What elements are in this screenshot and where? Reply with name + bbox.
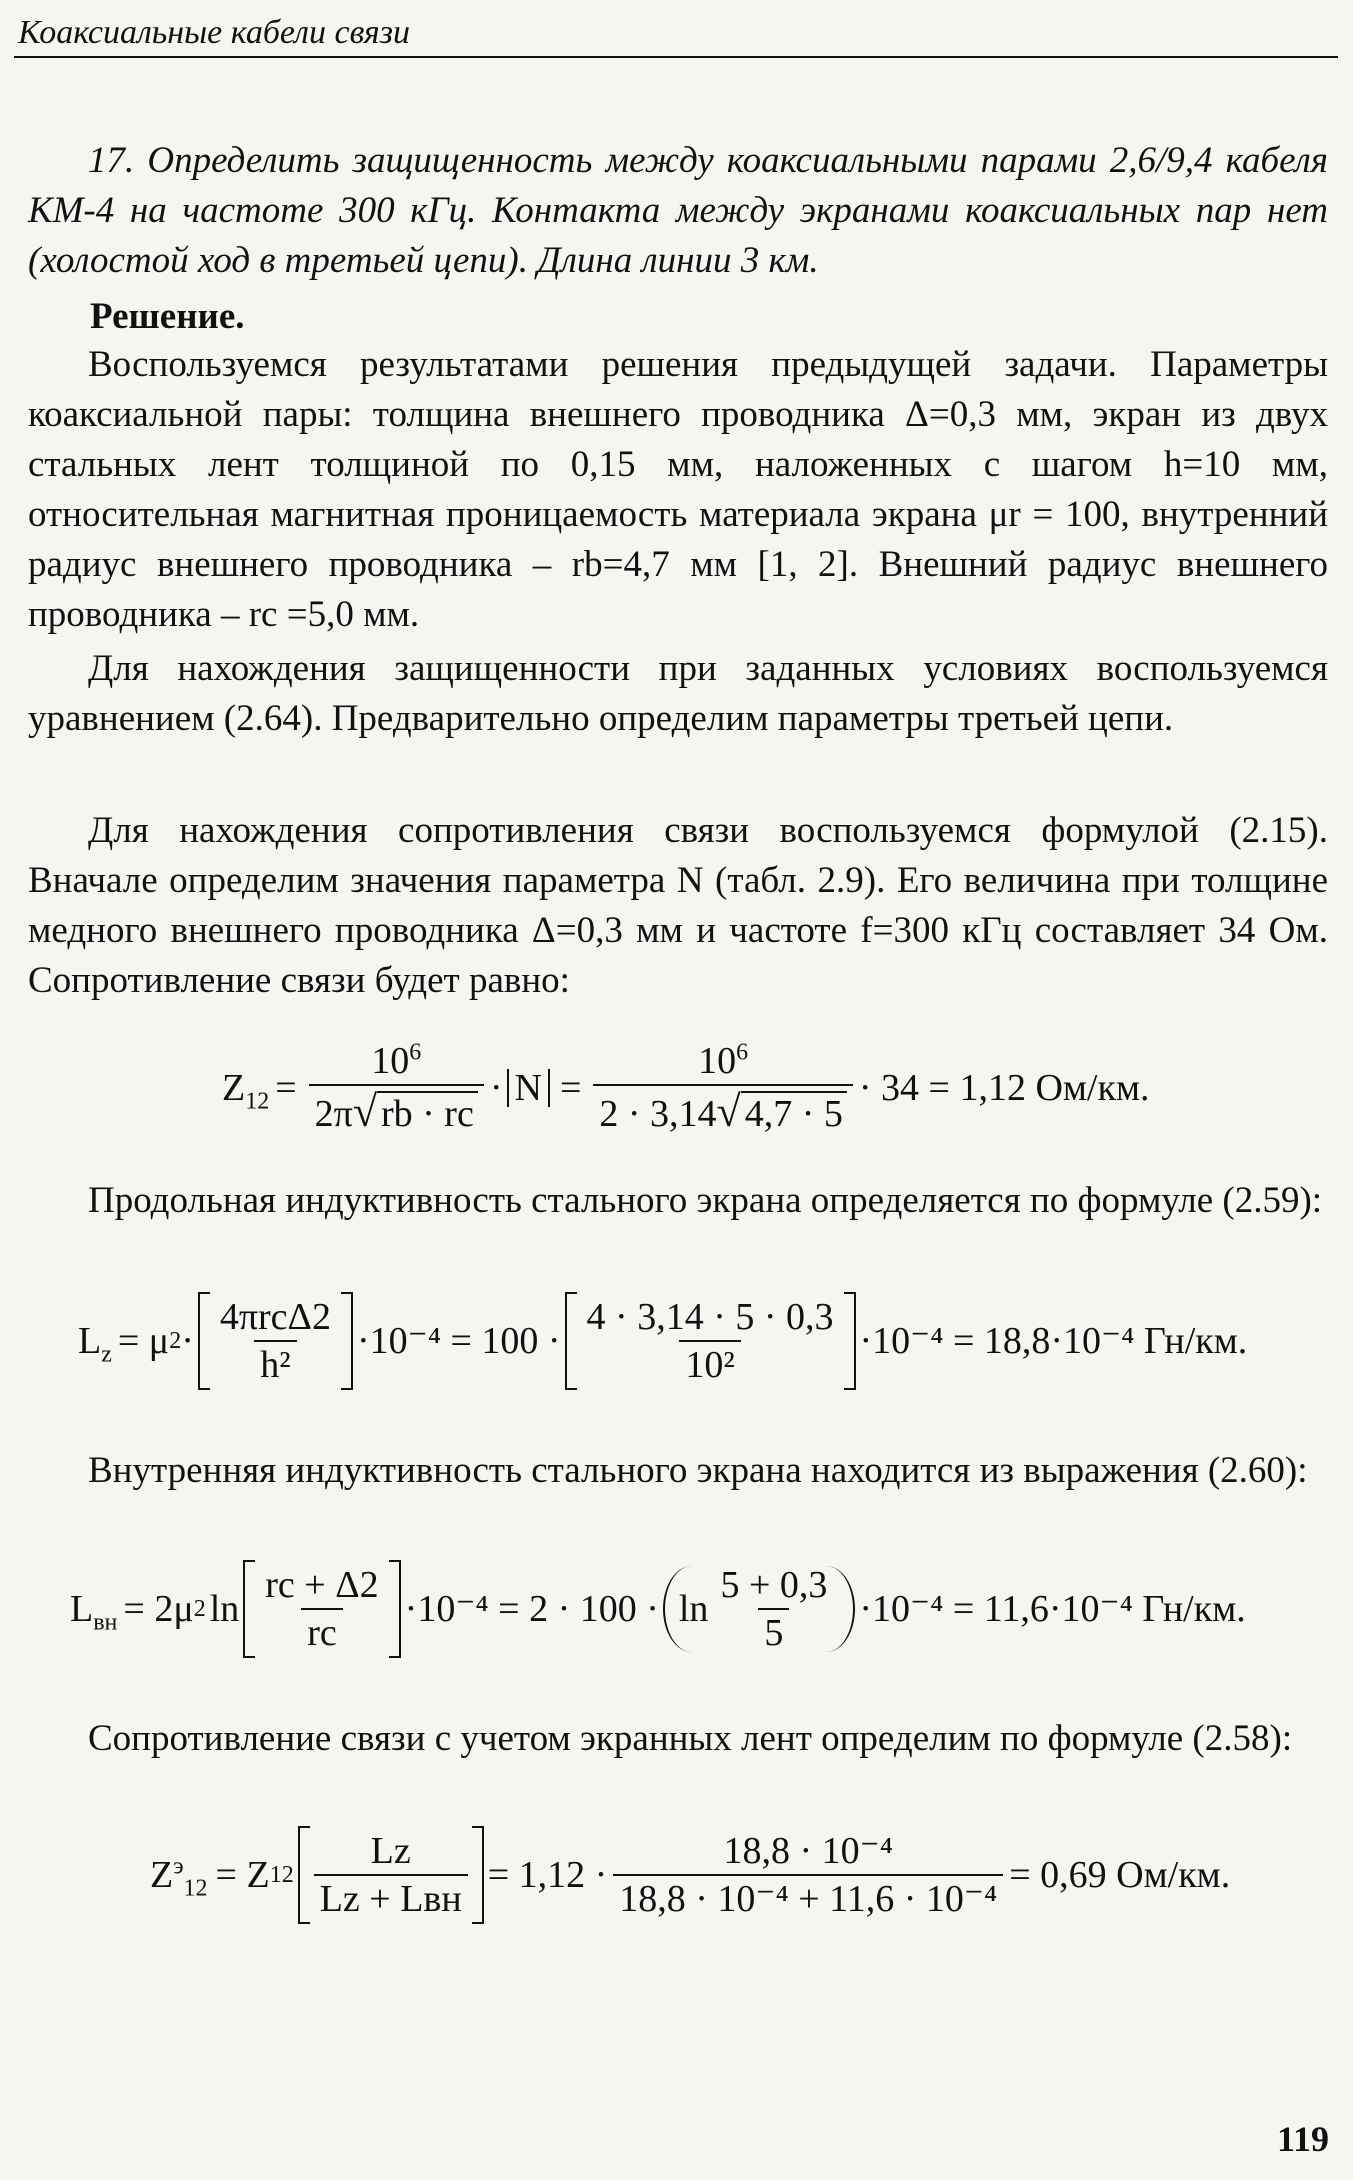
f2-bracket-2: $\frac{4 \cdot 3,14 \cdot 5 \cdot 0,3}{\text{10²}}$ <box>565 1292 856 1390</box>
formula-z12: $Z_{12}$ = $\frac{10^6}{2\pi√ rb \cdot rc}$ · N = $\frac{10^6}{2 \cdot 3,14√ 4,7 \cdot 5}$ · 34 = 1,12 Ом/км. <box>222 1039 1150 1136</box>
f4-bracket: $\frac{Lz}{\text{Lz + Lвн}}$ <box>298 1826 484 1924</box>
running-head: Коаксиальные кабели связи <box>18 14 410 51</box>
paragraph-longitudinal-inductance: Продольная индуктивность стального экрана определяется по формуле (2.59): <box>88 1180 1323 1221</box>
header-rule <box>14 56 1338 58</box>
page-number: 119 <box>1276 2119 1329 2159</box>
f3-bracket: $\frac{rc + \Delta 2}{rc}$ <box>243 1560 400 1658</box>
paragraph-method: Для нахождения защищенности при заданных условиях воспользуемся уравнением (2.64). Предварительно определим параметры третьей цепи. <box>28 648 1328 739</box>
f2-result: ·10⁻⁴ = 18,8·10⁻⁴ Гн/км. <box>859 1320 1248 1362</box>
f1-result: · 34 = 1,12 Ом/км. <box>858 1067 1150 1109</box>
paragraph-coupling-resistance: Для нахождения сопротивления связи воспользуемся формулой (2.15). Вначале определим значения параметра N (табл. 2.9). Его величина при толщине медного внешнего проводника Δ=0,3 мм и частоте f=300 кГц составляет 34 Ом. Сопротивление связи будет равно: <box>28 810 1328 1001</box>
f1-eq: = <box>275 1067 297 1109</box>
paragraph-parameters: Воспользуемся результатами решения предыдущей задачи. Параметры коаксиальной пары: толщина внешнего проводника Δ=0,3 мм, экран из двух стальных лент толщиной по 0,15 мм, наложенных с шагом h=10 мм, относительная магнитная проницаемость материала экрана μr = 100, внутренний радиус внешнего проводника – rb=4,7 мм [1, 2]. Внешний радиус внешнего проводника – rc =5,0 мм. <box>28 344 1328 635</box>
f1-abs-n: N <box>507 1069 550 1107</box>
f1-fraction-2: $\frac{10^6}{2 \cdot 3,14√ 4,7 \cdot 5}$ <box>593 1042 852 1134</box>
f4-result: = 0,69 Ом/км. <box>1009 1854 1231 1896</box>
formula-z12-screen: $Z^э_{12}$ = Z 12 $\frac{Lz}{\text{Lz + Lвн}}$ = 1,12 · $\frac{\text{18,8 · 10⁻⁴}}{\text{18,8 · 10⁻⁴ + 11,6 · 10⁻⁴}}$ = 0,69 Ом/км. <box>150 1826 1230 1924</box>
f3-paren: ln $\frac{5 + 0,3}{5}$ <box>663 1566 856 1652</box>
solution-heading: Решение. <box>90 296 245 337</box>
f4-fraction: $\frac{\text{18,8 · 10⁻⁴}}{\text{18,8 · 10⁻⁴ + 11,6 · 10⁻⁴}}$ <box>613 1832 1003 1918</box>
formula-lvn: $L_{вн}$ = 2μ 2 ln $\frac{rc + \Delta 2}{rc}$ ·10⁻⁴ = 2 · 100 · ln $\frac{5 + 0,3}{5}$ ·10⁻⁴ = 11,6·10⁻⁴ Гн/км. <box>70 1560 1246 1658</box>
formula-lz: $L_z$ = μ 2 · $\frac{\text{4πrcΔ2}}{\text{h²}}$ ·10⁻⁴ = 100 · $\frac{4 \cdot 3,14 \cdot 5 \cdot 0,3}{\text{10²}}$ ·10⁻⁴ = 18,8·10⁻⁴ Гн/км. <box>78 1292 1247 1390</box>
f1-fraction-1: $\frac{10^6}{2\pi√ rb \cdot rc}$ <box>309 1042 484 1134</box>
task-statement: 17. Определить защищенность между коаксиальными парами 2,6/9,4 кабеля КМ-4 на частоте 300 кГц. Контакта между экранами коаксиальных пар нет (холостой ход в третьей цепи). Длина линии 3 км. <box>28 140 1328 281</box>
f2-bracket-1: $\frac{\text{4πrcΔ2}}{\text{h²}}$ <box>198 1292 353 1390</box>
paragraph-coupling-with-tapes: Сопротивление связи с учетом экранных лент определим по формуле (2.58): <box>88 1718 1293 1759</box>
f1-lhs: $Z_{12}$ <box>222 1067 270 1115</box>
f3-result: ·10⁻⁴ = 11,6·10⁻⁴ Гн/км. <box>859 1588 1246 1630</box>
paragraph-internal-inductance: Внутренняя индуктивность стального экрана находится из выражения (2.60): <box>88 1450 1308 1491</box>
